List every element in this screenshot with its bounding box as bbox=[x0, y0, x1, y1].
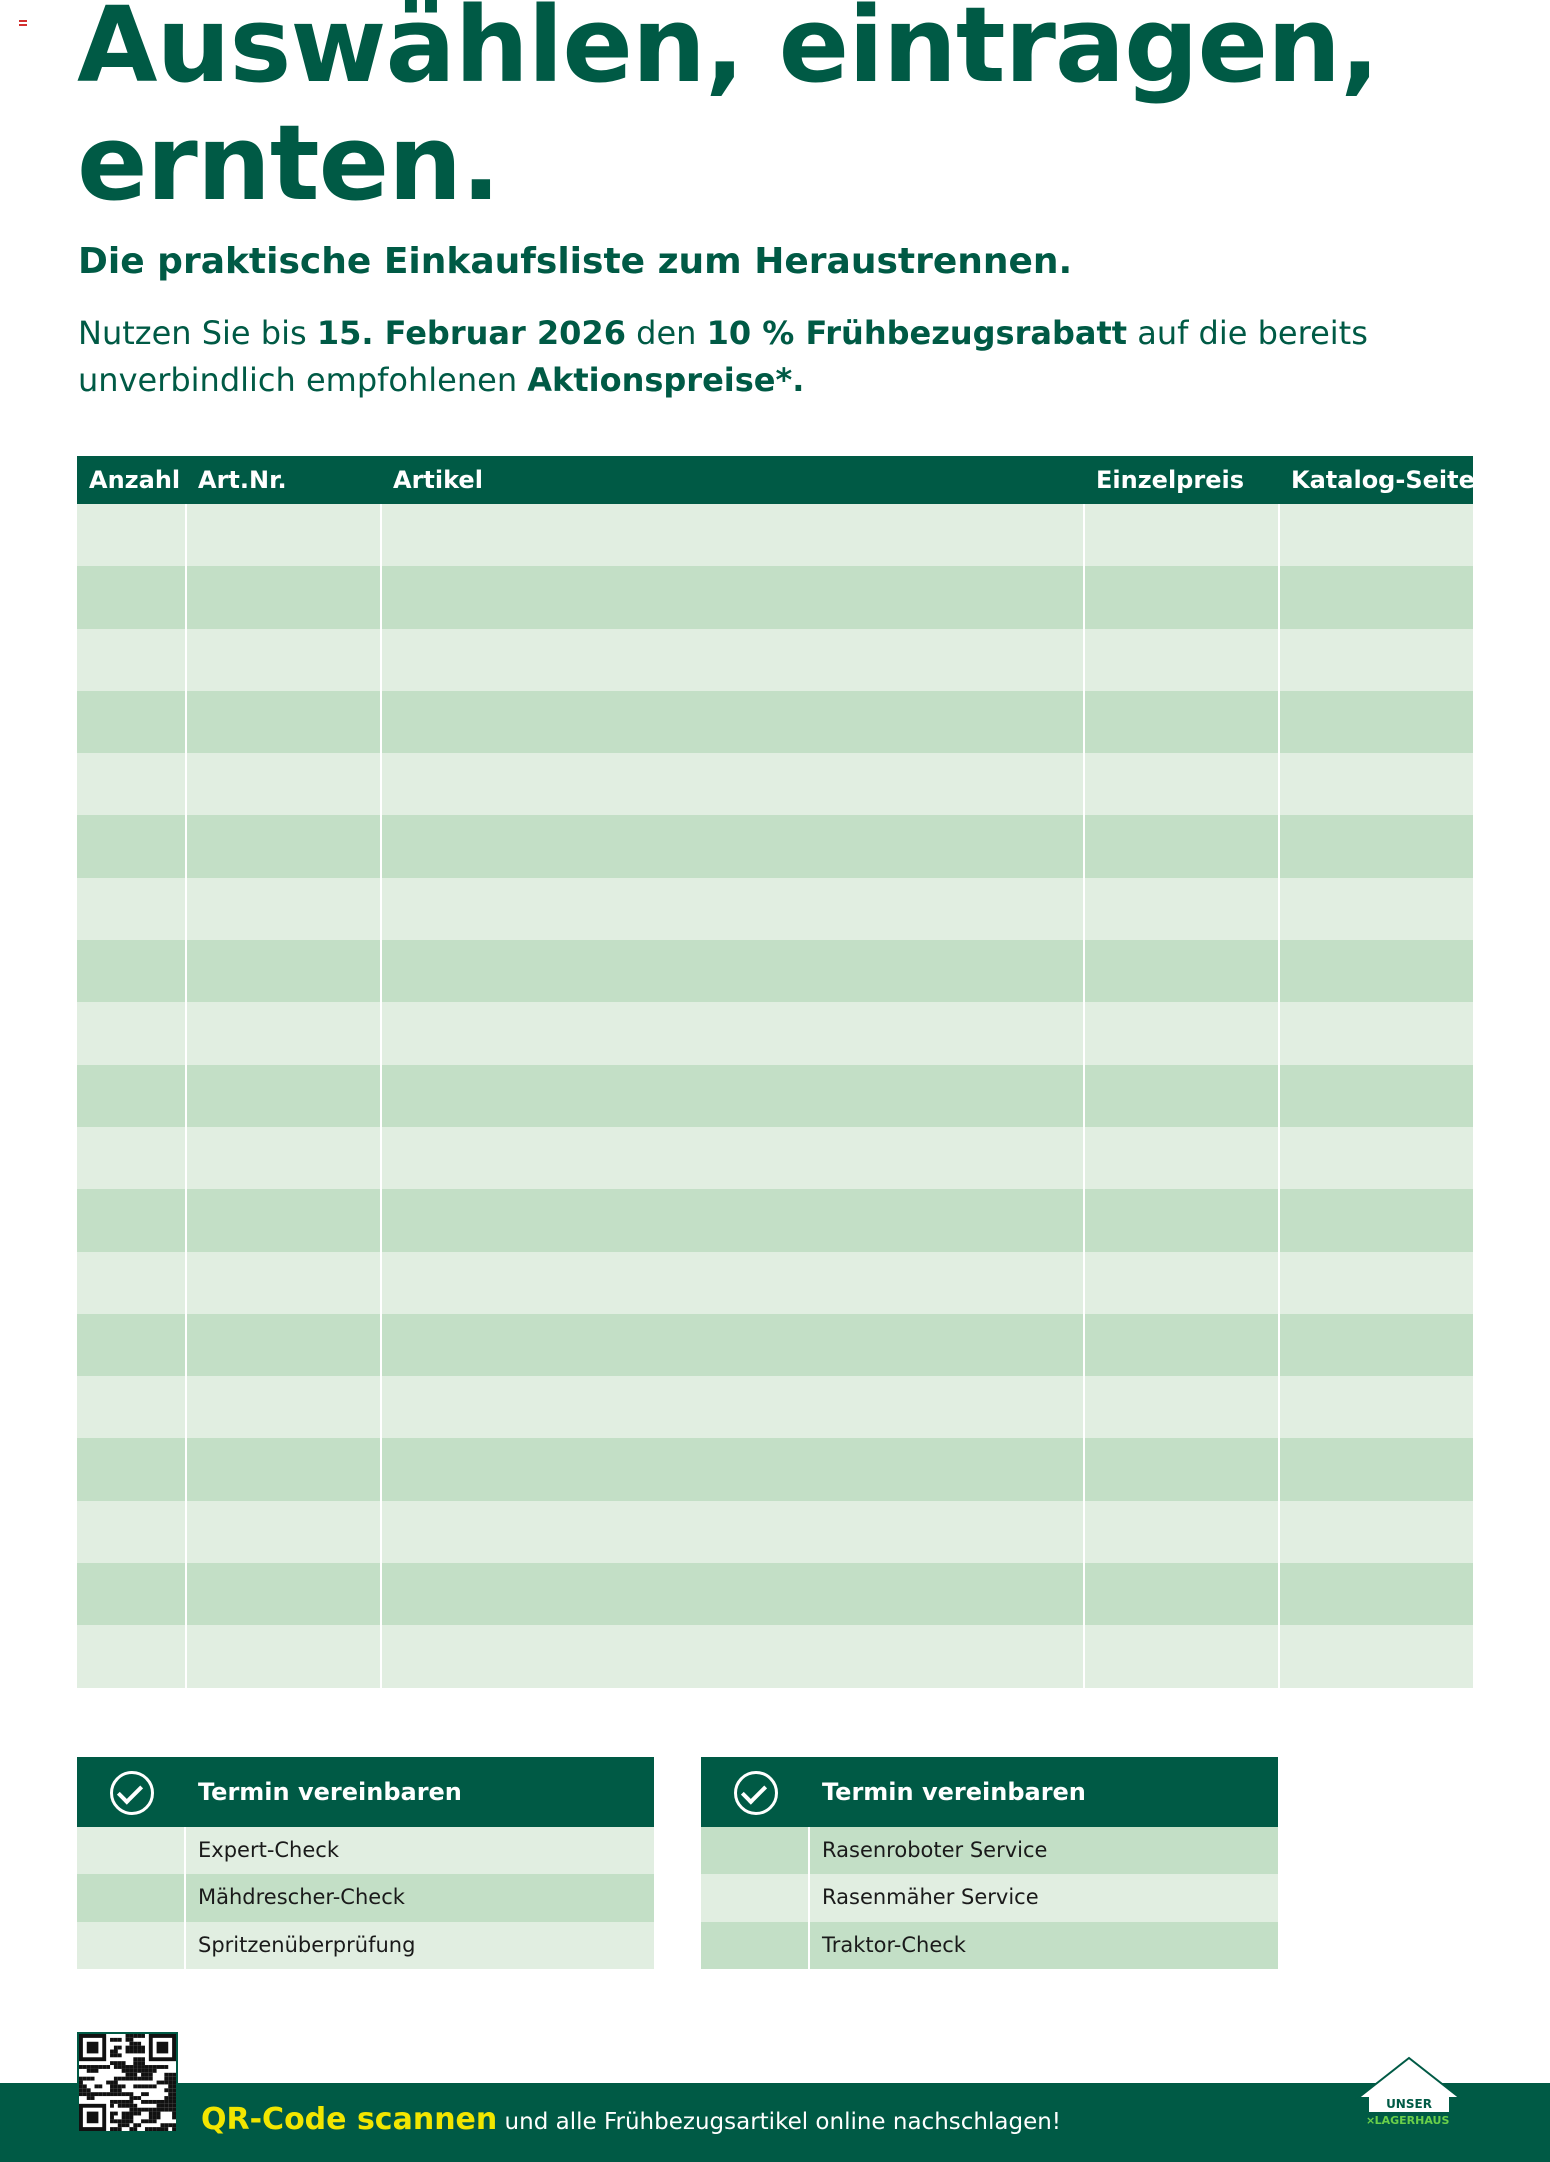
table-cell-input[interactable] bbox=[1084, 1438, 1279, 1500]
table-cell-input[interactable] bbox=[1084, 1189, 1279, 1251]
table-cell-input[interactable] bbox=[77, 1189, 186, 1251]
table-cell-input[interactable] bbox=[381, 815, 1084, 877]
service-option-maehdrescher-check[interactable] bbox=[77, 1874, 654, 1921]
table-cell-input[interactable] bbox=[186, 1065, 381, 1127]
table-row bbox=[77, 1314, 1473, 1376]
check-circle-icon bbox=[734, 1771, 778, 1815]
table-row bbox=[77, 1501, 1473, 1563]
table-cell-input[interactable] bbox=[1084, 815, 1279, 877]
table-row bbox=[77, 691, 1473, 753]
qr-code-icon[interactable] bbox=[77, 2032, 178, 2133]
promo-discount: 10 % Frühbezugsrabatt bbox=[706, 314, 1128, 352]
table-row bbox=[77, 1252, 1473, 1314]
table-cell-input[interactable] bbox=[1084, 878, 1279, 940]
table-cell-input[interactable] bbox=[1279, 1002, 1473, 1064]
table-row bbox=[77, 753, 1473, 815]
table-row bbox=[77, 629, 1473, 691]
table-cell-input[interactable] bbox=[1279, 1376, 1473, 1438]
service-checkbox[interactable] bbox=[701, 1827, 810, 1874]
page-headline: Auswählen, eintragen, ernten. bbox=[77, 0, 1379, 224]
table-cell-input[interactable] bbox=[77, 504, 186, 566]
promo-part-1: Nutzen Sie bis bbox=[78, 314, 317, 352]
table-cell-input[interactable] bbox=[381, 753, 1084, 815]
table-cell-input[interactable] bbox=[77, 1625, 186, 1687]
service-option-label: Spritzenüberprüfung bbox=[198, 1932, 416, 1957]
table-cell-input[interactable] bbox=[1084, 1252, 1279, 1314]
table-cell-input[interactable] bbox=[1279, 1501, 1473, 1563]
table-cell-input[interactable] bbox=[186, 1438, 381, 1500]
table-cell-input[interactable] bbox=[186, 940, 381, 1002]
service-checkbox[interactable] bbox=[701, 1874, 810, 1921]
promo-date: 15. Februar 2026 bbox=[316, 314, 626, 352]
table-cell-input[interactable] bbox=[381, 1002, 1084, 1064]
service-checkbox[interactable] bbox=[77, 1874, 186, 1921]
service-title-2: Termin vereinbaren bbox=[822, 1778, 1086, 1806]
table-cell-input[interactable] bbox=[1279, 940, 1473, 1002]
logo-line-1: UNSER bbox=[1386, 2097, 1432, 2111]
footer-cta bbox=[201, 2098, 1061, 2144]
table-cell-input[interactable] bbox=[77, 1002, 186, 1064]
table-cell-input[interactable] bbox=[1084, 1065, 1279, 1127]
table-row bbox=[77, 1376, 1473, 1438]
table-cell-input[interactable] bbox=[1084, 691, 1279, 753]
service-option-label: Expert-Check bbox=[198, 1838, 339, 1862]
service-checkbox[interactable] bbox=[77, 1922, 186, 1969]
logo-cross-icon: × bbox=[1366, 2114, 1376, 2127]
service-option-traktor-check[interactable] bbox=[701, 1922, 1278, 1969]
table-cell-input[interactable] bbox=[186, 1625, 381, 1687]
check-circle-icon bbox=[110, 1771, 154, 1815]
table-cell-input[interactable] bbox=[186, 815, 381, 877]
table-cell-input[interactable] bbox=[1084, 1002, 1279, 1064]
table-cell-input[interactable] bbox=[381, 878, 1084, 940]
column-header-art-nr: Art.Nr. bbox=[186, 456, 381, 504]
table-cell-input[interactable] bbox=[381, 1438, 1084, 1500]
promo-prices: Aktionspreise*. bbox=[527, 361, 805, 399]
service-option-spritzenueberpruefung[interactable] bbox=[77, 1922, 654, 1969]
qr-code-graphic bbox=[79, 2034, 176, 2131]
service-option-label: Traktor-Check bbox=[822, 1932, 966, 1957]
column-header-artikel: Artikel bbox=[381, 456, 1084, 504]
table-cell-input[interactable] bbox=[186, 1563, 381, 1625]
table-row bbox=[77, 1438, 1473, 1500]
table-row bbox=[77, 815, 1473, 877]
table-cell-input[interactable] bbox=[381, 940, 1084, 1002]
column-header-einzelpreis: Einzelpreis bbox=[1084, 456, 1279, 504]
table-cell-input[interactable] bbox=[381, 1314, 1084, 1376]
table-cell-input[interactable] bbox=[186, 753, 381, 815]
table-row bbox=[77, 1127, 1473, 1189]
table-cell-input[interactable] bbox=[1084, 1501, 1279, 1563]
table-cell-input[interactable] bbox=[381, 504, 1084, 566]
table-cell-input[interactable] bbox=[381, 1189, 1084, 1251]
table-cell-input[interactable] bbox=[77, 1127, 186, 1189]
table-cell-input[interactable] bbox=[1279, 1127, 1473, 1189]
table-cell-input[interactable] bbox=[381, 1127, 1084, 1189]
service-header-1[interactable] bbox=[77, 1757, 654, 1827]
table-body bbox=[77, 504, 1473, 1688]
table-row bbox=[77, 1563, 1473, 1625]
table-cell-input[interactable] bbox=[77, 1314, 186, 1376]
table-cell-input[interactable] bbox=[1084, 566, 1279, 628]
service-option-label: Rasenroboter Service bbox=[822, 1838, 1048, 1862]
table-cell-input[interactable] bbox=[381, 1501, 1084, 1563]
table-cell-input[interactable] bbox=[1279, 1189, 1473, 1251]
table-cell-input[interactable] bbox=[186, 1252, 381, 1314]
service-option-expert-check[interactable] bbox=[77, 1827, 654, 1874]
service-option-rasenroboter-service[interactable] bbox=[701, 1827, 1278, 1874]
table-cell-input[interactable] bbox=[1084, 629, 1279, 691]
table-cell-input[interactable] bbox=[381, 566, 1084, 628]
promo-part-3: auf die bereits unverbindlich empfohlenen bbox=[78, 314, 1368, 399]
page-subtitle: Die praktische Einkaufsliste zum Heraustrennen. bbox=[78, 241, 1073, 282]
table-cell-input[interactable] bbox=[1084, 1376, 1279, 1438]
promo-part-2: den bbox=[625, 314, 707, 352]
table-cell-input[interactable] bbox=[1279, 566, 1473, 628]
table-cell-input[interactable] bbox=[1084, 1625, 1279, 1687]
table-cell-input[interactable] bbox=[77, 878, 186, 940]
table-cell-input[interactable] bbox=[381, 629, 1084, 691]
promo-text bbox=[78, 310, 1378, 404]
table-cell-input[interactable] bbox=[1279, 504, 1473, 566]
table-cell-input[interactable] bbox=[186, 504, 381, 566]
austria-flag-icon bbox=[19, 20, 27, 26]
table-row bbox=[77, 878, 1473, 940]
table-cell-input[interactable] bbox=[186, 629, 381, 691]
table-cell-input[interactable] bbox=[186, 1314, 381, 1376]
service-header-2[interactable] bbox=[701, 1757, 1278, 1827]
table-cell-input[interactable] bbox=[1279, 1625, 1473, 1687]
table-cell-input[interactable] bbox=[77, 691, 186, 753]
table-cell-input[interactable] bbox=[1279, 753, 1473, 815]
table-cell-input[interactable] bbox=[381, 1625, 1084, 1687]
table-row bbox=[77, 566, 1473, 628]
service-box-1 bbox=[77, 1757, 654, 1969]
table-cell-input[interactable] bbox=[1279, 629, 1473, 691]
table-cell-input[interactable] bbox=[1084, 753, 1279, 815]
table-cell-input[interactable] bbox=[1279, 1563, 1473, 1625]
service-option-label: Rasenmäher Service bbox=[822, 1885, 1039, 1910]
table-cell-input[interactable] bbox=[186, 878, 381, 940]
shopping-list-table bbox=[77, 456, 1473, 1688]
table-row bbox=[77, 1189, 1473, 1251]
service-option-label: Mähdrescher-Check bbox=[198, 1885, 405, 1910]
table-cell-input[interactable] bbox=[77, 940, 186, 1002]
table-cell-input[interactable] bbox=[186, 1501, 381, 1563]
table-cell-input[interactable] bbox=[77, 753, 186, 815]
table-cell-input[interactable] bbox=[1279, 1438, 1473, 1500]
service-title-1: Termin vereinbaren bbox=[198, 1778, 462, 1806]
table-cell-input[interactable] bbox=[186, 1376, 381, 1438]
table-header-row bbox=[77, 456, 1473, 504]
table-cell-input[interactable] bbox=[186, 691, 381, 753]
table-row bbox=[77, 1065, 1473, 1127]
table-cell-input[interactable] bbox=[186, 566, 381, 628]
table-cell-input[interactable] bbox=[77, 566, 186, 628]
table-row bbox=[77, 1625, 1473, 1687]
table-cell-input[interactable] bbox=[381, 1563, 1084, 1625]
table-cell-input[interactable] bbox=[381, 691, 1084, 753]
table-cell-input[interactable] bbox=[1279, 1314, 1473, 1376]
table-cell-input[interactable] bbox=[1279, 691, 1473, 753]
table-row bbox=[77, 1002, 1473, 1064]
table-cell-input[interactable] bbox=[77, 1065, 186, 1127]
table-cell-input[interactable] bbox=[1279, 878, 1473, 940]
table-cell-input[interactable] bbox=[1084, 1127, 1279, 1189]
lagerhaus-logo bbox=[1354, 2054, 1464, 2134]
service-checkbox[interactable] bbox=[77, 1827, 186, 1874]
table-cell-input[interactable] bbox=[1279, 815, 1473, 877]
logo-line-2: LAGERHAUS bbox=[1374, 2114, 1450, 2127]
table-cell-input[interactable] bbox=[77, 1438, 186, 1500]
table-cell-input[interactable] bbox=[77, 1376, 186, 1438]
table-cell-input[interactable] bbox=[186, 1002, 381, 1064]
service-box-2 bbox=[701, 1757, 1278, 1969]
table-cell-input[interactable] bbox=[381, 1065, 1084, 1127]
table-cell-input[interactable] bbox=[186, 1189, 381, 1251]
table-cell-input[interactable] bbox=[1084, 940, 1279, 1002]
table-row bbox=[77, 940, 1473, 1002]
table-cell-input[interactable] bbox=[1279, 1252, 1473, 1314]
table-cell-input[interactable] bbox=[77, 629, 186, 691]
footer-qr-highlight: QR-Code scannen bbox=[201, 2102, 498, 2137]
service-checkbox[interactable] bbox=[701, 1922, 810, 1969]
table-cell-input[interactable] bbox=[77, 1563, 186, 1625]
table-cell-input[interactable] bbox=[77, 1252, 186, 1314]
table-cell-input[interactable] bbox=[77, 1501, 186, 1563]
table-row bbox=[77, 504, 1473, 566]
table-cell-input[interactable] bbox=[1279, 1065, 1473, 1127]
table-cell-input[interactable] bbox=[381, 1252, 1084, 1314]
footer-cta-text: und alle Frühbezugsartikel online nachschlagen! bbox=[497, 2109, 1062, 2135]
column-header-anzahl: Anzahl bbox=[77, 456, 186, 504]
table-cell-input[interactable] bbox=[1084, 1563, 1279, 1625]
column-header-katalog-seite: Katalog-Seite bbox=[1279, 456, 1473, 504]
table-cell-input[interactable] bbox=[77, 815, 186, 877]
table-cell-input[interactable] bbox=[1084, 1314, 1279, 1376]
table-cell-input[interactable] bbox=[381, 1376, 1084, 1438]
table-cell-input[interactable] bbox=[1084, 504, 1279, 566]
table-cell-input[interactable] bbox=[186, 1127, 381, 1189]
service-option-rasenmaeher-service[interactable] bbox=[701, 1874, 1278, 1921]
